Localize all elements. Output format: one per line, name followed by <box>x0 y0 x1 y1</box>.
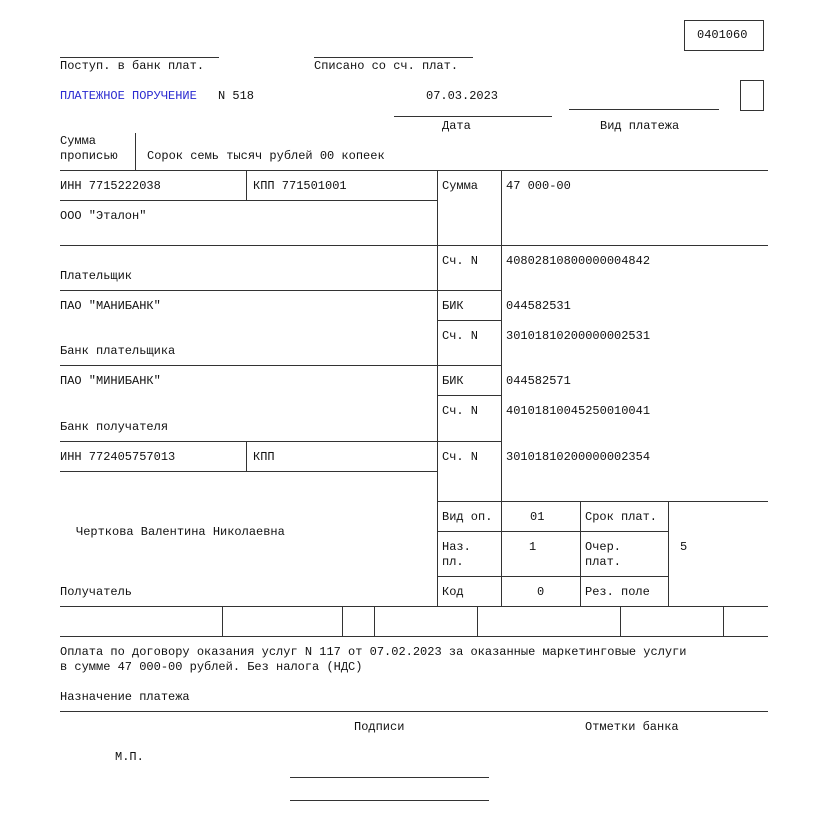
signature-line-1 <box>290 777 489 778</box>
grid-line-320 <box>437 320 501 321</box>
payer-amount: 47 000-00 <box>506 179 571 193</box>
debited-label: Списано со сч. плат. <box>314 59 459 73</box>
payee-bank-name: ПАО "МИНИБАНК" <box>60 374 161 388</box>
grid-line-501 <box>437 501 768 502</box>
vline-main-right <box>501 170 502 606</box>
payer-bank-bik: 044582531 <box>506 299 571 313</box>
order-label-2: плат. <box>585 555 622 569</box>
vline-kpp-payer <box>246 170 247 200</box>
purpose-code-label-1: Наз. <box>442 540 471 554</box>
grid-line-531 <box>437 531 668 532</box>
amount-words-label-2: прописью <box>60 149 118 163</box>
received-label: Поступ. в банк плат. <box>60 59 205 73</box>
payee-bank-account: 40101810045250010041 <box>506 404 651 418</box>
form-code: 0401060 <box>697 28 748 42</box>
payer-bank-account: 30101810200000002531 <box>506 329 651 343</box>
grid-line-471 <box>60 471 437 472</box>
grid-line-441 <box>60 441 501 442</box>
order-label-1: Очер. <box>585 540 622 554</box>
date-label: Дата <box>442 119 471 133</box>
grid-line-290 <box>60 290 501 291</box>
doc-title: ПЛАТЕЖНОЕ ПОРУЧЕНИЕ <box>60 89 197 103</box>
payer-account-label: Сч. N <box>442 254 479 268</box>
purpose-label: Назначение платежа <box>60 690 190 704</box>
grid-line-636 <box>60 636 768 637</box>
payer-name: ООО "Эталон" <box>60 209 147 223</box>
purpose-code-label-2: пл. <box>442 555 464 569</box>
signature-line-2 <box>290 800 489 801</box>
debited-line <box>314 57 473 58</box>
payee-inn: ИНН 772405757013 <box>60 450 176 464</box>
tax-field-div-4 <box>477 606 478 636</box>
payer-label: Плательщик <box>60 269 133 283</box>
payee-bank-bik: 044582571 <box>506 374 571 388</box>
payment-type-line <box>569 109 719 110</box>
date-line <box>394 116 552 117</box>
order-value: 5 <box>680 540 688 554</box>
payee-name: Черткова Валентина Николаевна <box>76 525 285 539</box>
purpose-code: 1 <box>529 540 537 554</box>
doc-number: N 518 <box>218 89 255 103</box>
received-line <box>60 57 219 58</box>
code-value: 0 <box>537 585 545 599</box>
priority-box <box>740 80 764 111</box>
payee-account-label: Сч. N <box>442 450 479 464</box>
op-type: 01 <box>530 510 545 524</box>
payer-bank-bik-label: БИК <box>442 299 464 313</box>
grid-line-395 <box>437 395 501 396</box>
due-label: Срок плат. <box>585 510 658 524</box>
grid-line-170 <box>60 170 768 171</box>
payer-inn: ИНН 7715222038 <box>60 179 161 193</box>
payee-bank-bik-label: БИК <box>442 374 464 388</box>
vline-kpp-payee <box>246 441 247 471</box>
payer-bank-label: Банк плательщика <box>60 344 176 358</box>
amount-words-value: Сорок семь тысяч рублей 00 копеек <box>147 149 385 163</box>
op-type-label: Вид оп. <box>442 510 493 524</box>
payer-kpp: КПП 771501001 <box>253 179 347 193</box>
doc-date: 07.03.2023 <box>426 89 499 103</box>
tax-field-div-6 <box>723 606 724 636</box>
grid-line-576 <box>437 576 668 577</box>
stamp-label: М.П. <box>115 750 144 764</box>
purpose-line-2: в сумме 47 000-00 рублей. Без налога (НДС) <box>60 660 363 674</box>
amount-words-label-1: Сумма <box>60 134 97 148</box>
payee-bank-label: Банк получателя <box>60 420 169 434</box>
payer-amount-label: Сумма <box>442 179 479 193</box>
payer-account: 40802810800000004842 <box>506 254 651 268</box>
reserve-label: Рез. поле <box>585 585 650 599</box>
grid-line-365 <box>60 365 501 366</box>
bank-marks-label: Отметки банка <box>585 720 679 734</box>
payee-kpp: КПП <box>253 450 275 464</box>
vline-main-left <box>437 170 438 606</box>
payment-type-label: Вид платежа <box>600 119 680 133</box>
payer-bank-name: ПАО "МАНИБАНК" <box>60 299 161 313</box>
payer-bank-account-label: Сч. N <box>442 329 479 343</box>
vline-codes-2 <box>668 501 669 606</box>
grid-line-245 <box>60 245 768 246</box>
grid-line-200 <box>60 200 437 201</box>
tax-field-div-1 <box>222 606 223 636</box>
vline-codes-1 <box>580 501 581 606</box>
payee-account: 30101810200000002354 <box>506 450 651 464</box>
purpose-bottom-line <box>60 711 768 712</box>
tax-field-div-2 <box>342 606 343 636</box>
signatures-label: Подписи <box>354 720 405 734</box>
grid-line-606 <box>60 606 768 607</box>
tax-field-div-3 <box>374 606 375 636</box>
amount-words-divider <box>135 133 136 170</box>
purpose-line-1: Оплата по договору оказания услуг N 117 от 07.02.2023 за оказанные маркетинговые услуги <box>60 645 687 659</box>
code-label: Код <box>442 585 464 599</box>
payee-bank-account-label: Сч. N <box>442 404 479 418</box>
tax-field-div-5 <box>620 606 621 636</box>
payee-label: Получатель <box>60 585 133 599</box>
